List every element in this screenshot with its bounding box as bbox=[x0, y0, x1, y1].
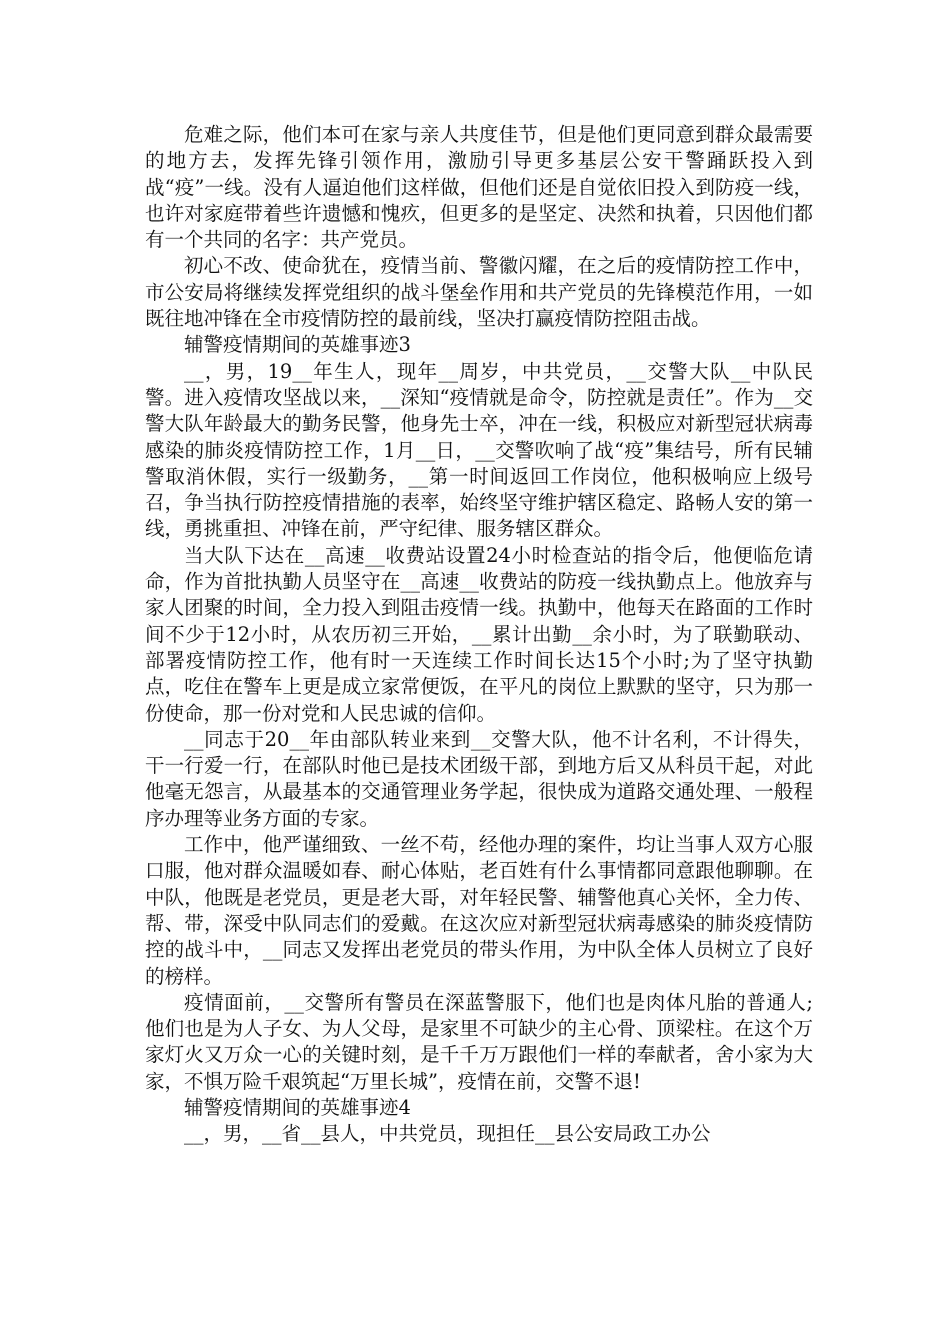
paragraph: __，男，19__年生人，现年__周岁，中共党员，__交警大队__中队民警。进入疫情攻坚战以来，__深知“疫情就是命令，防控就是责任”。作为__交警大队年龄最大的勤务民警，他身先士卒，冲在一线，积极应对新型冠状病毒感染的肺炎疫情防控工作，1月__日，__交警吹响了战“疫”集结号，所有民辅警取消休假，实行一级勤务，__第一时间返回工作岗位，他积极响应上级号召，争当执行防控疫情措施的表率，始终坚守维护辖区稳定、路畅人安的第一线，勇挑重担、冲锋在前，严守纪律、服务辖区群众。 bbox=[145, 359, 813, 541]
section-heading: 辅警疫情期间的英雄事迹3 bbox=[184, 333, 411, 357]
document-body bbox=[145, 122, 813, 1148]
paragraph: 当大队下达在__高速__收费站设置24小时检查站的指令后，他便临危请命，作为首批执勤人员坚守在__高速__收费站的防疫一线执勤点上。他放弃与家人团聚的时间，全力投入到阻击疫情一线。执勤中，他每天在路面的工作时间不少于12小时，从农历初三开始，__累计出勤__余小时，为了联勤联动、部署疫情防控工作，他有时一天连续工作时间长达15个小时;为了坚守执勤点，吃住在警车上更是成立家常便饭，在平凡的岗位上默默的坚守，只为那一份使命，那一份对党和人民忠诚的信仰。 bbox=[145, 543, 813, 725]
paragraph: __，男，__省__县人，中共党员，现担任__县公安局政工办公 bbox=[184, 1122, 711, 1146]
paragraph: 初心不改、使命犹在，疫情当前、警徽闪耀，在之后的疫情防控工作中，市公安局将继续发挥党组织的战斗堡垒作用和共产党员的先锋模范作用，一如既往地冲锋在全市疫情防控的最前线，坚决打赢疫情防控阻击战。 bbox=[145, 254, 813, 331]
paragraph: 工作中，他严谨细致、一丝不苟，经他办理的案件，均让当事人双方心服口服，他对群众温暖如春、耐心体贴，老百姓有什么事情都同意跟他聊聊。在中队，他既是老党员，更是老大哥，对年轻民警、辅警他真心关怀，全力传、帮、带，深受中队同志们的爱戴。在这次应对新型冠状病毒感染的肺炎疫情防控的战斗中，__同志又发挥出老党员的带头作用，为中队全体人员树立了良好的榜样。 bbox=[145, 833, 813, 988]
paragraph: 疫情面前，__交警所有警员在深蓝警服下，他们也是肉体凡胎的普通人;他们也是为人子女、为人父母，是家里不可缺少的主心骨、顶梁柱。在这个万家灯火又万众一心的关键时刻，是千千万万跟他们一样的奉献者，舍小家为大家，不惧万险千艰筑起“万里长城”，疫情在前，交警不退! bbox=[145, 990, 813, 1093]
paragraph: __同志于20__年由部队转业来到__交警大队，他不计名利，不计得失，干一行爱一行，在部队时他已是技术团级干部，到地方后又从科员干起，对此他毫无怨言，从最基本的交通管理业务学起，很快成为道路交通处理、一般程序办理等业务方面的专家。 bbox=[145, 727, 813, 830]
paragraph: 危难之际，他们本可在家与亲人共度佳节，但是他们更同意到群众最需要的地方去，发挥先锋引领作用，激励引导更多基层公安干警踊跃投入到战“疫”一线。没有人逼迫他们这样做，但他们还是自觉依旧投入到防疫一线，也许对家庭带着些许遗憾和愧疚，但更多的是坚定、决然和执着，只因他们都有一个共同的名字：共产党员。 bbox=[145, 123, 813, 252]
section-heading: 辅警疫情期间的英雄事迹4 bbox=[184, 1095, 411, 1119]
